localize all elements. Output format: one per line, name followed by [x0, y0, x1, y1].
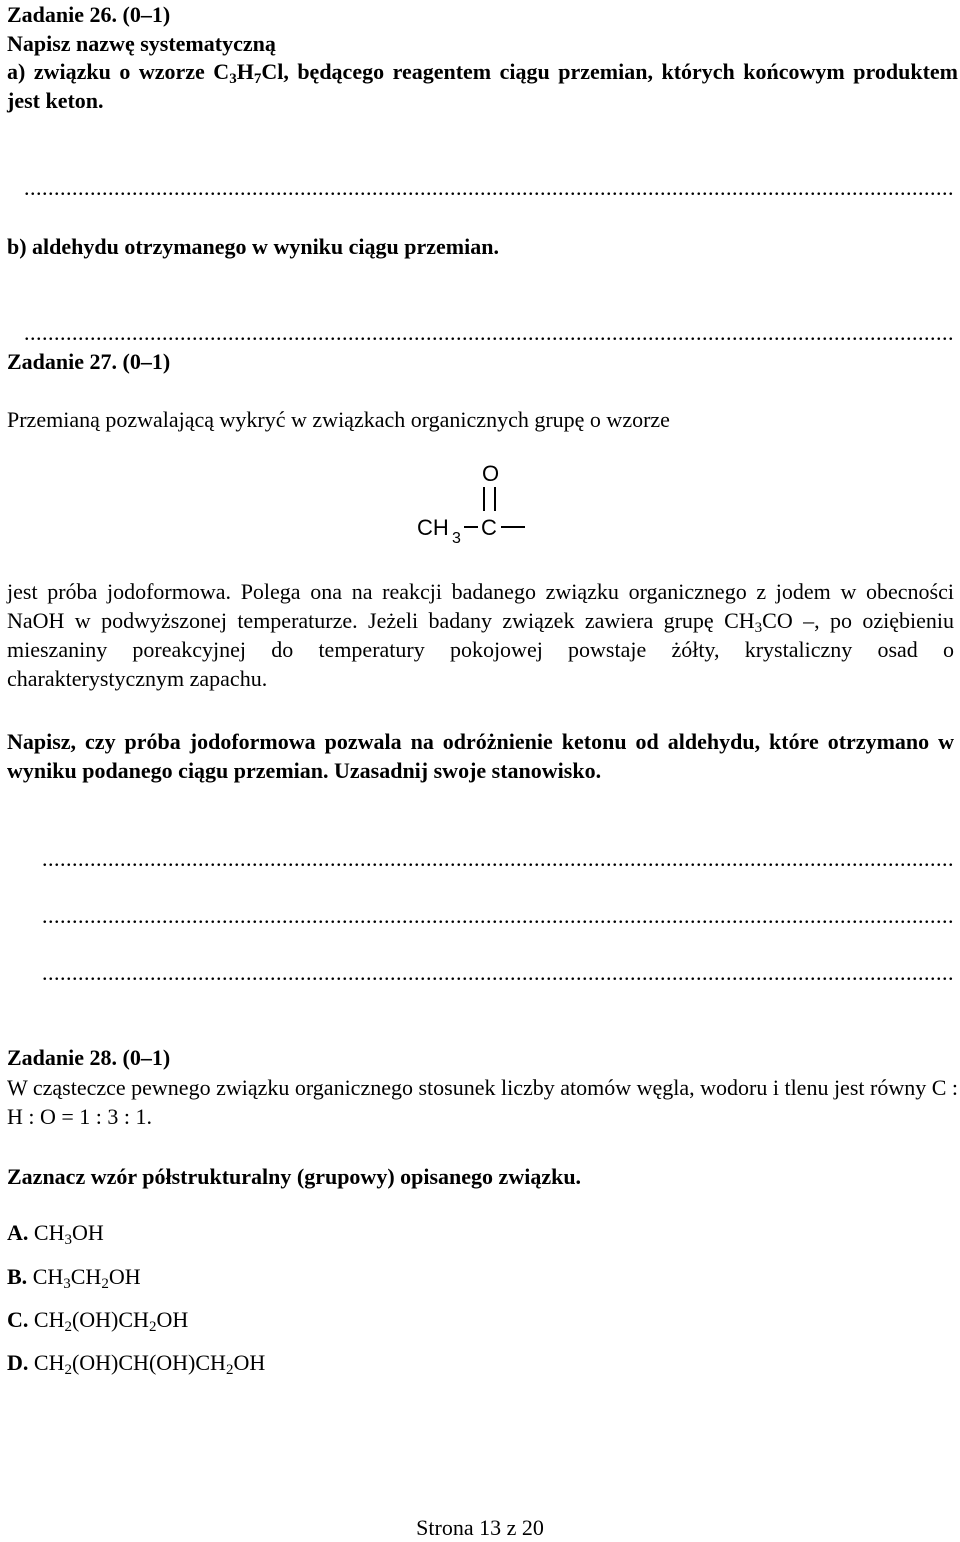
option-c[interactable]: C. $CH_2(OH)CH_2OH$	[7, 1307, 189, 1335]
formula-carbon: C	[481, 515, 497, 540]
answer-line-27-3[interactable]: ........................................................................................................................................................	[42, 960, 954, 985]
task-27-description: jest próba jodoformowa. Polega ona na reakcji badanego związku organicznego z jodem w obecności NaOH w podwyższonej temperaturze. Jeżeli badany związek zawiera grupę $CH_3CO$ –, po oziębieniu mieszaniny poreakcyjnej do temperatury pokojowej powstaje żółty, krystaliczny osad o charakterystycznym zapachu.	[7, 579, 954, 691]
task-27-intro: Przemianą pozwalającą wykryć w związkach organicznych grupę o wzorze	[7, 407, 670, 432]
formula-subscript: 3	[452, 530, 461, 547]
formula-ch: CH	[417, 515, 449, 540]
acetyl-group-formula	[405, 455, 545, 550]
option-a[interactable]: A. $CH_3OH$	[7, 1220, 104, 1248]
option-d[interactable]: D. $CH_2(OH)CH(OH)CH_2OH$	[7, 1350, 266, 1378]
task-28-intro: W cząsteczce pewnego związku organicznego stosunek liczby atomów węgla, wodoru i tlenu jest równy C : H : O = 1 : 3 : 1.	[7, 1075, 958, 1129]
task-26-title: Zadanie 26. (0–1)	[7, 2, 171, 27]
task-27-task: Napisz, czy próba jodoformowa pozwala na odróżnienie ketonu od aldehydu, które otrzymano w wyniku podanego ciągu przemian. Uzasadnij swoje stanowisko.	[7, 729, 954, 783]
task-26-instruction: Napisz nazwę systematyczną	[7, 31, 276, 56]
task-28-title: Zadanie 28. (0–1)	[7, 1045, 171, 1070]
option-b[interactable]: B. $CH_3CH_2OH$	[7, 1264, 141, 1292]
answer-line-26b[interactable]: ...........................................................................................................................................................	[24, 320, 954, 345]
task-26-part-b: b) aldehydu otrzymanego w wyniku ciągu przemian.	[7, 234, 499, 259]
answer-line-26a[interactable]: ...........................................................................................................................................................	[24, 175, 954, 200]
task-28-task: Zaznacz wzór półstrukturalny (grupowy) opisanego związku.	[7, 1164, 582, 1189]
answer-line-27-2[interactable]: ........................................................................................................................................................	[42, 903, 954, 928]
formula-oxygen: O	[482, 461, 500, 486]
task-27-title: Zadanie 27. (0–1)	[7, 349, 171, 374]
answer-line-27-1[interactable]: ........................................................................................................................................................	[42, 846, 954, 871]
page-number: Strona 13 z 20	[416, 1515, 544, 1540]
task-26-part-a: a) związku o wzorze $C_3H_7Cl$, będącego reagentem ciągu przemian, których końcowym produktem jest keton.	[7, 59, 958, 113]
